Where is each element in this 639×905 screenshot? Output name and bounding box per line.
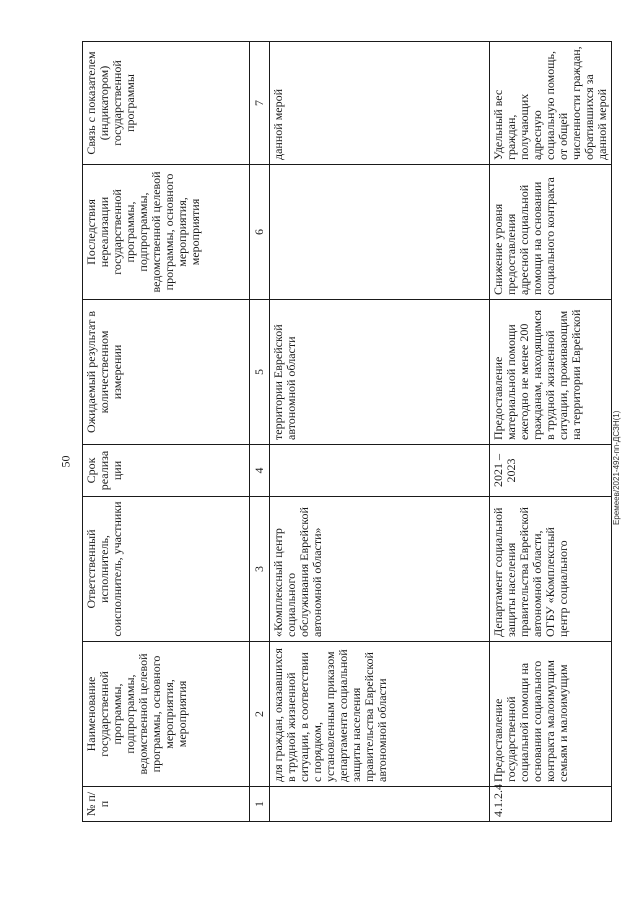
header-cell-name: Наименование государственной программы, подпрограммы, ведомственной целевой программы, основного мероприятия, мероприятия bbox=[83, 642, 250, 787]
program-table bbox=[82, 41, 612, 822]
row-name: для граждан, оказавшихся в трудной жизненной ситуации, в соответствии с порядком, установленным приказом департамента социальной защиты населения правительства Еврейской автономной области bbox=[270, 642, 490, 787]
page-number: 50 bbox=[58, 455, 73, 468]
rotated-table-container bbox=[82, 42, 609, 822]
column-number: 3 bbox=[250, 497, 270, 642]
row-link: Удельный вес граждан, получающих адресную социальную помощь, от общей численности граждан, обратившихся за данной мерой bbox=[490, 42, 612, 165]
row-consequences: Снижение уровня предоставления адресной социальной помощи на основании социального контракта bbox=[490, 165, 612, 300]
column-number: 6 bbox=[250, 165, 270, 300]
row-result: территории Еврейской автономной области bbox=[270, 300, 490, 445]
row-name: Предоставление государственной социальной помощи на основании социального контракта малоимущим семьям и малоимущим bbox=[490, 642, 612, 787]
row-link: данной мерой bbox=[270, 42, 490, 165]
row-number bbox=[270, 787, 490, 822]
header-cell-term: Срок реализа ции bbox=[83, 445, 250, 497]
header-cell-link: Связь с показателем (индикатором) государственной программы bbox=[83, 42, 250, 165]
row-term bbox=[270, 445, 490, 497]
column-number: 2 bbox=[250, 642, 270, 787]
row-term: 2021 – 2023 bbox=[490, 445, 612, 497]
header-cell-executor: Ответственный исполнитель, соисполнитель, участники bbox=[83, 497, 250, 642]
header-cell-result: Ожидаемый результат в количественном измерении bbox=[83, 300, 250, 445]
row-consequences bbox=[270, 165, 490, 300]
row-executor: «Комплексный центр социального обслуживания Еврейской автономной области» bbox=[270, 497, 490, 642]
row-executor: Департамент социальной защиты населения правительства Еврейской автономной области, ОГБУ «Комплексный центр социального bbox=[490, 497, 612, 642]
column-number: 7 bbox=[250, 42, 270, 165]
header-row bbox=[83, 42, 250, 822]
header-cell-consequences: Последствия нереализации государственной программы, подпрограммы, ведомственной целевой программы, основного мероприятия, мероприятия bbox=[83, 165, 250, 300]
row-result: Предоставление материальной помощи ежегодно не менее 200 гражданам, находящимся в трудной жизненной ситуации, проживающим на территории Еврейской bbox=[490, 300, 612, 445]
column-number: 1 bbox=[250, 787, 270, 822]
column-number: 5 bbox=[250, 300, 270, 445]
row-number: 4.1.2.4 bbox=[490, 787, 612, 822]
column-number: 4 bbox=[250, 445, 270, 497]
document-code: Еремеев/2021-492-пп-ДСЗН(1) bbox=[612, 410, 621, 525]
table-row bbox=[490, 42, 612, 822]
header-cell-num: № п/п bbox=[83, 787, 250, 822]
column-number-row bbox=[250, 42, 270, 822]
table-row bbox=[270, 42, 490, 822]
